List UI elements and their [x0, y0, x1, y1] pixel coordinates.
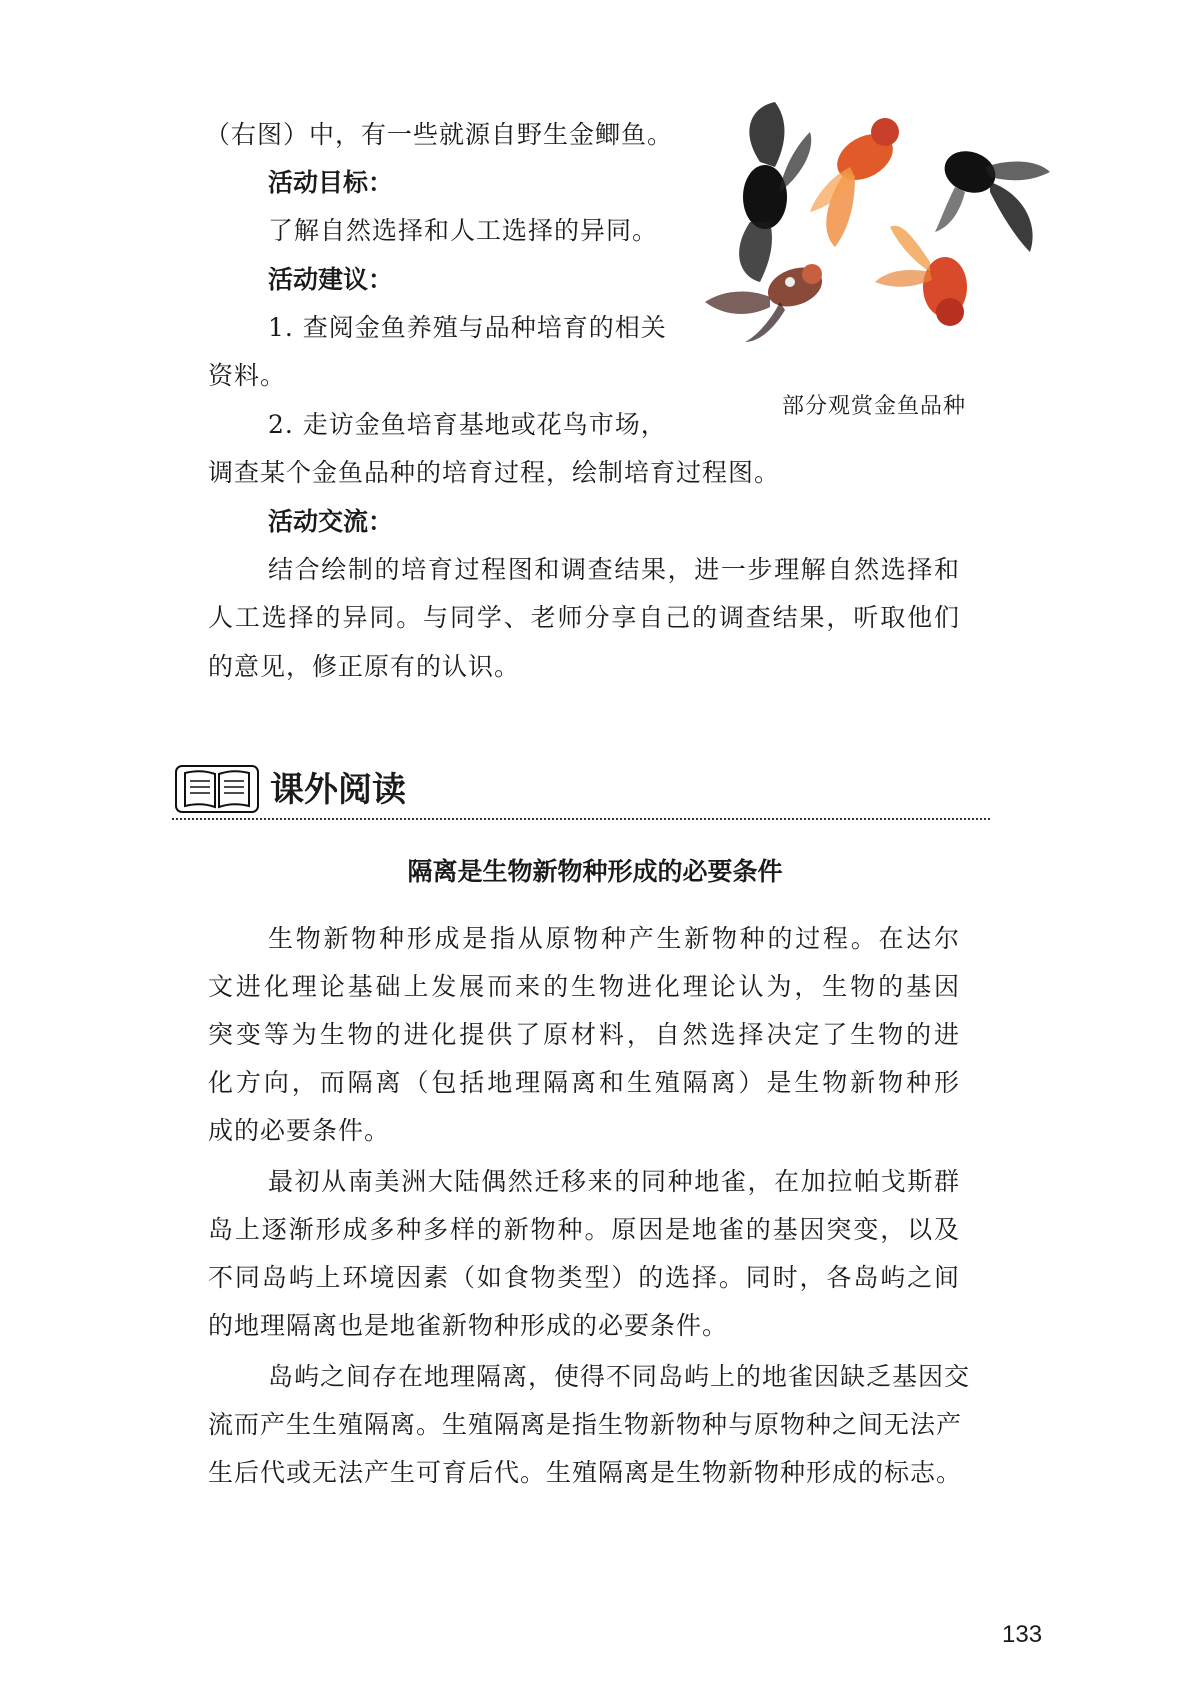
suggestion-1-line1: 1. 查阅金鱼养殖与品种培育的相关 [268, 313, 667, 342]
orange-goldfish-icon [810, 118, 901, 247]
suggestion-2-line2: 调查某个金鱼品种的培育过程，绘制培育过程图。 [208, 458, 781, 487]
black-moor-goldfish-icon [935, 144, 1050, 252]
page-number: 133 [1002, 1621, 1043, 1648]
suggestion-heading: 活动建议： [268, 265, 394, 294]
article-title: 隔离是生物新物种形成的必要条件 [407, 857, 783, 886]
article-p2-line: 岛上逐渐形成多种多样的新物种。原因是地雀的基因突变，以及 [208, 1215, 960, 1244]
article-p2-line: 不同岛屿上环境因素（如食物类型）的选择。同时，各岛屿之间 [208, 1263, 960, 1292]
red-cap-goldfish-icon [875, 226, 967, 326]
article-p1-line: 成的必要条件。 [208, 1116, 391, 1145]
goldfish-illustration [700, 92, 1070, 362]
exchange-heading: 活动交流： [268, 507, 394, 536]
article-p3-line: 岛屿之间存在地理隔离，使得不同岛屿上的地雀因缺乏基因交 [268, 1362, 971, 1391]
article-p1-line: 文进化理论基础上发展而来的生物进化理论认为，生物的基因 [208, 972, 960, 1001]
black-goldfish-icon [739, 102, 811, 282]
section-title: 课外阅读 [270, 770, 406, 810]
exchange-line1: 结合绘制的培育过程图和调查结果，进一步理解自然选择和 [268, 555, 960, 584]
suggestion-2-line1: 2. 走访金鱼培育基地或花鸟市场， [268, 410, 667, 439]
section-divider [172, 818, 990, 820]
calico-goldfish-icon [705, 261, 827, 342]
article-p2-line: 最初从南美洲大陆偶然迁移来的同种地雀，在加拉帕戈斯群 [268, 1167, 960, 1196]
activity-intro-line: （右图）中，有一些就源自野生金鲫鱼。 [205, 120, 674, 149]
exchange-line3: 的意见，修正原有的认识。 [208, 652, 521, 681]
goal-text: 了解自然选择和人工选择的异同。 [268, 216, 659, 245]
suggestion-1-line2: 资料。 [208, 361, 287, 390]
article-p1-line: 化方向，而隔离（包括地理隔离和生殖隔离）是生物新物种形 [208, 1068, 960, 1097]
article-p3-line: 生后代或无法产生可育后代。生殖隔离是生物新物种形成的标志。 [208, 1458, 963, 1487]
article-p1-line: 突变等为生物的进化提供了原材料，自然选择决定了生物的进 [208, 1020, 960, 1049]
article-p1-line: 生物新物种形成是指从原物种产生新物种的过程。在达尔 [268, 924, 960, 953]
article-p3-line: 流而产生生殖隔离。生殖隔离是指生物新物种与原物种之间无法产 [208, 1410, 963, 1439]
article-p2-line: 的地理隔离也是地雀新物种形成的必要条件。 [208, 1311, 729, 1340]
goal-heading: 活动目标： [268, 168, 394, 197]
open-book-icon [175, 765, 259, 813]
figure-caption: 部分观赏金鱼品种 [782, 394, 967, 419]
exchange-line2: 人工选择的异同。与同学、老师分享自己的调查结果，听取他们 [208, 603, 960, 632]
